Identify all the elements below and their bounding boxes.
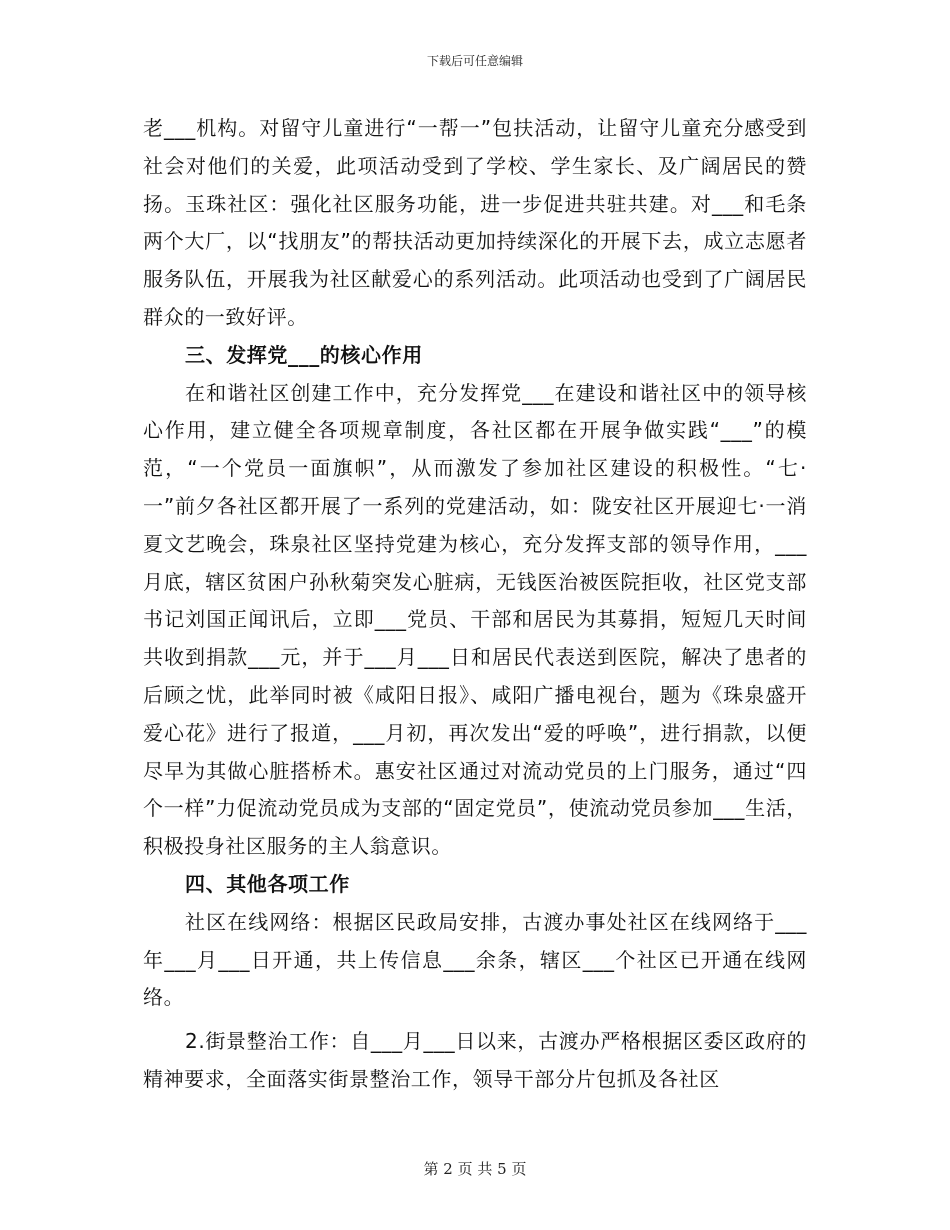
- paragraph-2: 在和谐社区创建工作中，充分发挥党___在建设和谐社区中的领导核心作用，建立健全各项规章制度，各社区都在开展争做实践“___”的模范，“一个党员一面旗帜”，从而激发了参加社区建设的积极性。“七·一”前夕各社区都开展了一系列的党建活动，如：陇安社区开展迎七·一消夏文艺晚会，珠泉社区坚持党建为核心，充分发挥支部的领导作用，___月底，辖区贫困户孙秋菊突发心脏病，无钱医治被医院拒收，社区党支部书记刘国正闻讯后，立即___党员、干部和居民为其募捐，短短几天时间共收到捐款___元，并于___月___日和居民代表送到医院，解决了患者的后顾之忧，此举同时被《咸阳日报》、咸阳广播电视台，题为《珠泉盛开爱心花》进行了报道，___月初，再次发出“爱的呼唤”，进行捐款，以便尽早为其做心脏搭桥术。惠安社区通过对流动党员的上门服务，通过“四个一样”力促流动党员成为支部的“固定党员”，使流动党员参加___生活，积极投身社区服务的主人翁意识。: [143, 380, 807, 859]
- section-heading-3: 三、发挥党___的核心作用: [185, 342, 423, 367]
- paragraph-4: 2.街景整治工作：自___月___日以来，古渡办严格根据区委区政府的精神要求，全面落实街景整治工作，领导干部分片包抓及各社区: [143, 1029, 807, 1091]
- paragraph-1: 老___机构。对留守儿童进行“一帮一”包扶活动，让留守儿童充分感受到社会对他们的关爱，此项活动受到了学校、学生家长、及广阔居民的赞扬。玉珠社区：强化社区服务功能，进一步促进共驻共建。对___和毛条两个大厂，以“找朋友”的帮扶活动更加持续深化的开展下去，成立志愿者服务队伍，开展我为社区献爱心的系列活动。此项活动也受到了广阔居民群众的一致好评。: [143, 116, 807, 329]
- section-heading-4: 四、其他各项工作: [185, 871, 350, 896]
- page-header: 下载后可任意编辑: [426, 54, 523, 68]
- document-body: [143, 110, 807, 1099]
- page-footer: 第 2 页 共 5 页: [423, 1160, 527, 1178]
- paragraph-3: 社区在线网络：根据区民政局安排，古渡办事处社区在线网络于___年___月___日开通，共上传信息___余条，辖区___个社区已开通在线网络。: [143, 909, 807, 1010]
